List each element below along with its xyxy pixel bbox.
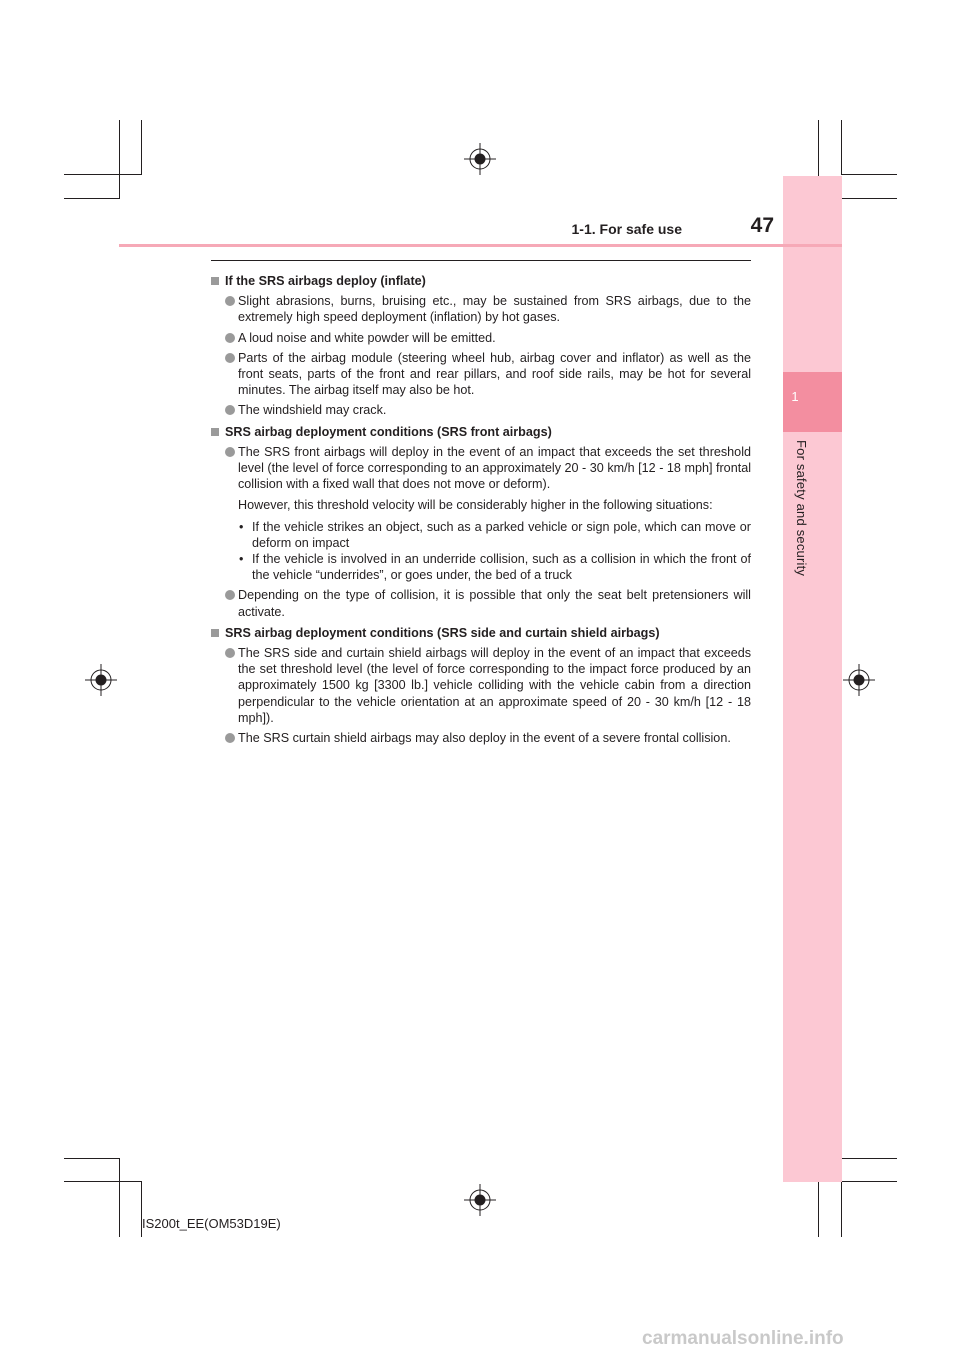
list-item [211, 645, 751, 726]
list-item-text: Slight abrasions, burns, bruising etc., may be sustained from SRS airbags, due to the extremely high speed deployment (inflation) by hot gases. [238, 294, 751, 325]
sub-list-item-text: If the vehicle strikes an object, such as a parked vehicle or sign pole, which can move or deform on impact [252, 519, 751, 550]
crop-mark [64, 1158, 120, 1159]
list-item [211, 587, 751, 619]
round-bullet-icon [225, 296, 235, 306]
section-heading [211, 424, 751, 440]
registration-mark-icon [464, 1184, 496, 1216]
list-item-text: The SRS side and curtain shield airbags will deploy in the event of an impact that exceeds the set threshold level (the level of force corresponding to the impact force produced by an approximately 1500 kg [3300 lb.] vehicle colliding with the vehicle cabin from a direction perpendicular to the vehicle orientation at an approximate speed of 20 - 30 km/h [12 - 18 mph]). [238, 646, 751, 725]
sub-list-item [211, 519, 751, 551]
list-item-text: A loud noise and white powder will be emitted. [238, 330, 496, 345]
round-bullet-icon [225, 733, 235, 743]
chapter-side-tab [783, 176, 842, 1182]
round-bullet-icon [225, 333, 235, 343]
round-bullet-icon [225, 648, 235, 658]
crop-mark [841, 1158, 897, 1159]
crop-mark [64, 1181, 142, 1182]
crop-mark [141, 120, 142, 174]
list-item-note: However, this threshold velocity will be considerably higher in the following situations: [238, 498, 713, 513]
crop-mark [119, 1158, 120, 1237]
round-bullet-icon [225, 353, 235, 363]
section-heading [211, 273, 751, 289]
content-top-rule [211, 260, 751, 261]
registration-mark-icon [843, 664, 875, 696]
round-bullet-icon [225, 405, 235, 415]
list-item [211, 730, 751, 746]
crop-mark [119, 120, 120, 199]
watermark: carmanualsonline.info [642, 1328, 844, 1349]
section-heading [211, 625, 751, 641]
page-number: 47 [750, 214, 774, 237]
page-content [211, 268, 751, 746]
list-item-text: The SRS front airbags will deploy in the event of an impact that exceeds the set threshold level (the level of force corresponding to an approximately 20 - 30 km/h [12 - 18 mph] frontal collision with a fixed wall that does not move or deform). [238, 444, 751, 492]
round-bullet-icon [225, 590, 235, 600]
list-item [211, 293, 751, 325]
section-title: 1-1. For safe use [571, 221, 682, 237]
round-bullet-icon [225, 447, 235, 457]
sub-bullet-icon: • [239, 552, 244, 567]
section-heading-text: If the SRS airbags deploy (inflate) [225, 274, 426, 288]
section-heading-text: SRS airbag deployment conditions (SRS front airbags) [225, 424, 552, 439]
square-bullet-icon [211, 428, 219, 436]
list-item [211, 402, 751, 418]
square-bullet-icon [211, 629, 219, 637]
chapter-title: For safety and security [794, 440, 809, 577]
registration-mark-icon [85, 664, 117, 696]
list-item-text: Depending on the type of collision, it is possible that only the seat belt pretensioners will activate. [238, 588, 751, 619]
crop-mark [841, 174, 897, 175]
crop-mark [64, 174, 142, 175]
sub-list-item [211, 551, 751, 583]
list-item [211, 444, 751, 493]
square-bullet-icon [211, 277, 219, 285]
sub-list-item-text: If the vehicle is involved in an underride collision, such as a collision in which the front of the vehicle “underrides”, or goes under, the bed of a truck [252, 552, 751, 583]
crop-mark [64, 198, 120, 199]
section-heading-text: SRS airbag deployment conditions (SRS side and curtain shield airbags) [225, 625, 660, 640]
list-item-text: Parts of the airbag module (steering wheel hub, airbag cover and inflator) as well as the front seats, parts of the front and rear pillars, and roof side rails, may be hot for several minutes. The airbag itself may also be hot. [238, 350, 751, 398]
header-rule [119, 244, 842, 247]
registration-mark-icon [464, 143, 496, 175]
list-item-text: The windshield may crack. [238, 403, 387, 418]
list-item-text: The SRS curtain shield airbags may also deploy in the event of a severe frontal collision. [238, 731, 731, 746]
chapter-number: 1 [791, 389, 799, 404]
sub-bullet-icon: • [239, 519, 244, 534]
crop-mark [841, 120, 842, 174]
footer-model-code: IS200t_EE(OM53D19E) [142, 1216, 281, 1231]
list-item [211, 330, 751, 346]
crop-mark [818, 1181, 819, 1237]
list-item [211, 350, 751, 399]
